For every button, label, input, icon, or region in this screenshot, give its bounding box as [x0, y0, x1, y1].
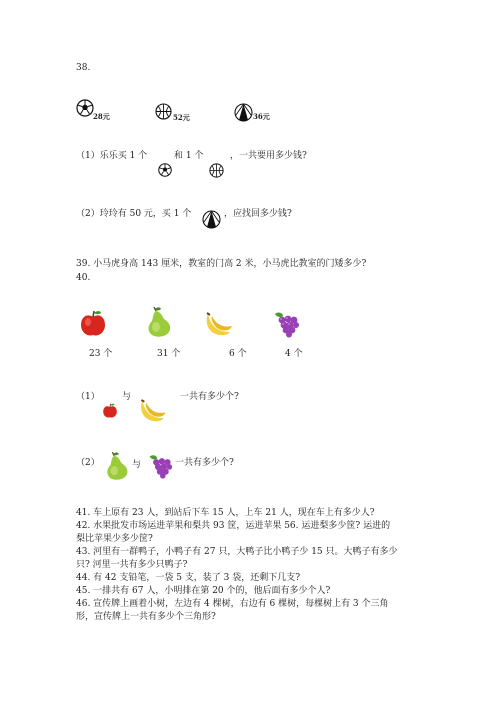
q38-part2-suffix: ，应找回多少钱? [224, 209, 292, 219]
apple-icon [102, 402, 118, 419]
q40-part1-mid: 与 [122, 392, 132, 402]
apple-icon [79, 308, 107, 338]
count-apple: 23 个 [89, 349, 113, 359]
banana-icon [204, 310, 234, 338]
q40-part2-mid: 与 [132, 460, 142, 470]
q43-line-1: 43. 河里有一群鸭子，小鸭子有 27 只，大鸭子比小鸭子少 15 只。大鸭子有多少 [76, 547, 398, 557]
q38-part1-mid: 和 1 个 [174, 151, 204, 161]
q40-part2-suffix: 一共有多少个? [175, 458, 234, 468]
q39-text: 39. 小马虎身高 143 厘米，教室的门高 2 米，小马虎比教室的门矮多少? [76, 259, 367, 269]
banana-icon [138, 397, 168, 424]
pear-icon [144, 307, 174, 339]
q42-line-2: 梨比苹果少多少筐? [76, 534, 153, 544]
q45-line: 45. 一排共有 67 人，小明排在第 20 个的，他后面有多少个人? [76, 586, 331, 596]
q38-part1-prefix: （1）乐乐买 1 个 [76, 151, 148, 161]
soccer-ball-icon [76, 99, 94, 117]
beach-ball-icon [234, 103, 253, 122]
price-basketball: 52元 [173, 113, 190, 122]
q46-line-1: 46. 宣传牌上画着小树，左边有 4 棵树，右边有 6 棵树，每棵树上有 3 个三角 [76, 599, 389, 609]
pear-icon [103, 452, 131, 482]
q38-number: 38. [76, 63, 91, 73]
basketball-icon [155, 103, 172, 120]
price-beachball: 36元 [253, 112, 270, 121]
q40-part1-prefix: （1） [76, 392, 100, 402]
grapes-icon [146, 452, 174, 480]
basketball-icon [209, 163, 224, 178]
q40-part1-suffix: 一共有多少个? [180, 392, 239, 402]
q41-line: 41. 车上原有 23 人，到站后下车 15 人，上车 21 人，现在车上有多少人? [76, 508, 375, 518]
count-pear: 31 个 [157, 349, 181, 359]
q46-line-2: 形，宣传牌上一共有多少个三角形? [76, 612, 216, 622]
count-banana: 6 个 [229, 349, 247, 359]
q40-number: 40. [76, 273, 91, 283]
price-soccer: 28元 [93, 112, 110, 121]
grapes-icon [271, 310, 301, 338]
q44-line: 44. 有 42 支铅笔，一袋 5 支，装了 3 袋，还剩下几支? [76, 573, 301, 583]
q40-part2-prefix: （2） [76, 458, 100, 468]
q42-line-1: 42. 水果批发市场运进苹果和梨共 93 筐，运进苹果 56. 运进梨多少筐? 运进的 [76, 521, 391, 531]
q38-part2-prefix: （2）玲玲有 50 元，买 1 个 [76, 209, 192, 219]
q43-line-2: 只? 河里一共有多少只鸭子? [76, 560, 188, 570]
count-grapes: 4 个 [285, 349, 303, 359]
beach-ball-icon [202, 210, 221, 229]
soccer-ball-icon [158, 163, 172, 177]
q38-part1-suffix: ，一共要用多少钱? [230, 151, 307, 161]
